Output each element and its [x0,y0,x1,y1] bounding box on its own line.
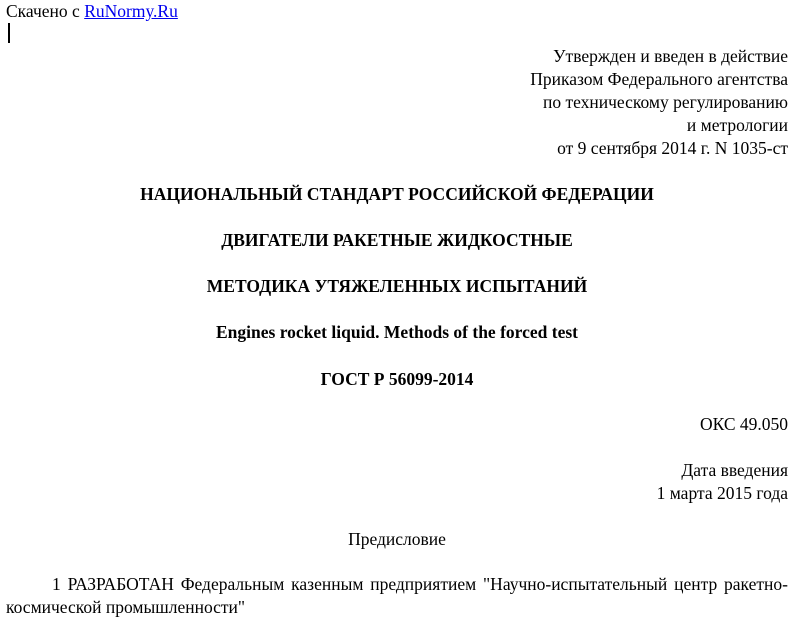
approval-line: Утвержден и введен в действие [553,46,788,66]
approval-block [530,45,788,160]
oks-code: ОКС 49.050 [699,414,788,434]
text-cursor [8,23,10,43]
preface-paragraph: 1 РАЗРАБОТАН Федеральным казенным предприятием "Научно-испытательный центр ракетно-космической промышленности" [6,574,788,617]
title-ru-line-1: ДВИГАТЕЛИ РАКЕТНЫЕ ЖИДКОСТНЫЕ [221,230,573,250]
title-ru-line-2: МЕТОДИКА УТЯЖЕЛЕННЫХ ИСПЫТАНИЙ [206,276,588,296]
approval-line: по техническому регулированию [542,92,788,112]
source-link[interactable]: RuNormy.Ru [84,1,178,21]
approval-line: и метрологии [686,115,788,135]
title-en: Engines rocket liquid. Methods of the forced test [216,322,578,342]
introduction-date: 1 марта 2015 года [656,483,788,503]
approval-line: от 9 сентября 2014 г. N 1035-ст [557,138,788,158]
source-prefix: Скачено с [6,1,80,21]
introduction-label: Дата введения [681,460,788,480]
preface-title: Предисловие [348,529,446,549]
approval-line: Приказом Федерального агентства [530,69,788,89]
gost-designation: ГОСТ Р 56099-2014 [320,369,474,389]
source-line [6,1,178,21]
standard-type-heading: НАЦИОНАЛЬНЫЙ СТАНДАРТ РОССИЙСКОЙ ФЕДЕРАЦИИ [140,184,654,204]
